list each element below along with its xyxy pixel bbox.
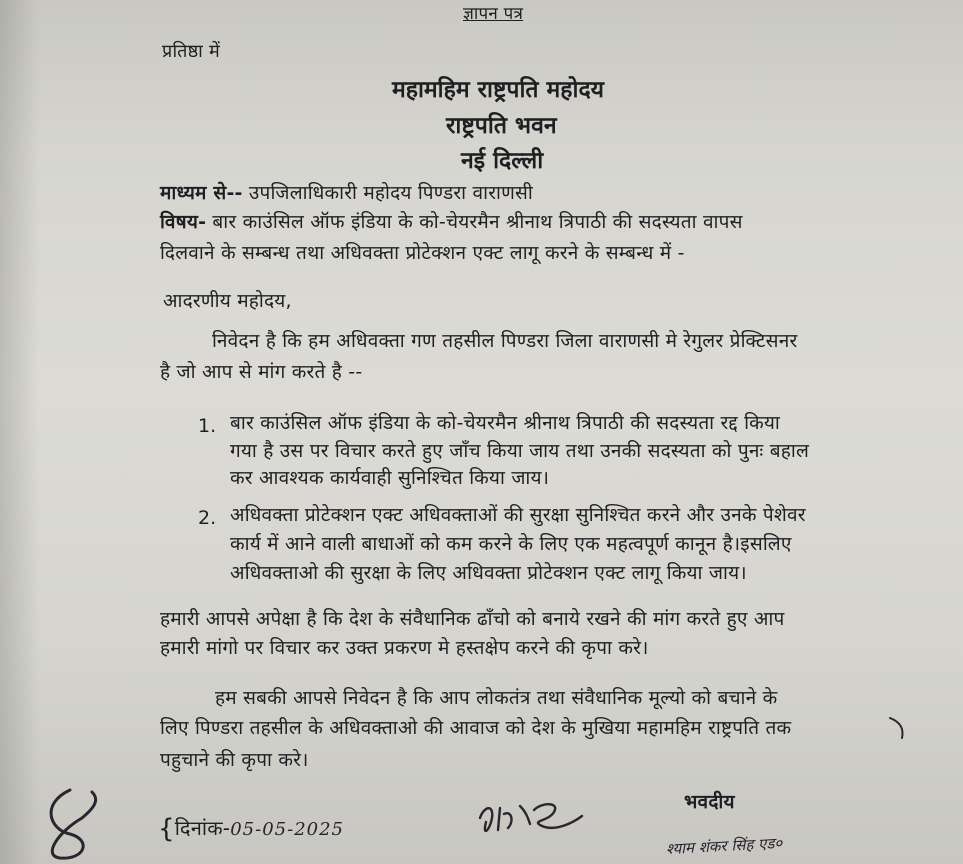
margin-mark	[886, 712, 926, 742]
point-2-line-1: अधिवक्ता प्रोटेक्शन एक्ट अधिवक्ताओं की सुरक्षा सुनिश्चित करने और उनके पेशेवर	[230, 504, 806, 526]
through-line	[160, 181, 533, 205]
paragraph-2-line-2: लिए पिण्डरा तहसील के अधिवक्ताओ की आवाज को देश के मुखिया महामहिम राष्ट्रपति तक	[160, 717, 792, 739]
point-2-number: 2.	[198, 507, 217, 529]
paragraph-2-line-3: पहुचाने की कृपा करे।	[160, 749, 309, 771]
point-1-line-1: बार काउंसिल ऑफ इंडिया के को-चेयरमैन श्रीनाथ त्रिपाठी की सदस्यता रद्द किया	[230, 412, 781, 434]
date-value: 05-05-2025	[230, 819, 344, 840]
point-1-number: 1.	[198, 415, 217, 437]
subject-line-2: दिलवाने के सम्बन्ध तथा अधिवक्ता प्रोटेक्शन एक्ट लागू करने के सम्बन्ध में -	[160, 242, 685, 264]
point-2-line-3: अधिवक्ताओ की सुरक्षा के लिए अधिवक्ता प्रोटेक्शन एक्ट लागू किया जाय।	[230, 562, 747, 584]
date-label: दिनांक-	[174, 816, 231, 840]
paragraph-1-line-1: हमारी आपसे अपेक्षा है कि देश के संवैधानिक ढाँचो को बनाये रखने की मांग करते हुए आप	[160, 608, 785, 630]
intro-line-1: निवेदन है कि हम अधिवक्ता गण तहसील पिण्डरा जिला वाराणसी मे रेगुलर प्रेक्टिसनर	[212, 330, 798, 352]
intro-line-2: है जो आप से मांग करते है --	[160, 361, 363, 383]
left-margin-signature	[30, 782, 120, 862]
through-label: माध्यम से--	[160, 182, 243, 204]
addressee-line-3: नई दिल्ली	[461, 148, 544, 174]
date-line: {दिनांक-05-05-2025	[158, 814, 344, 844]
point-1-line-3: कर आवश्यक कार्यवाही सुनिश्चित किया जाय।	[230, 467, 550, 489]
signature-name: श्याम शंकर सिंह एड०	[665, 833, 783, 859]
point-2-line-2: कार्य में आने वाली बाधाओं को कम करने के लिए एक महत्वपूर्ण कानून है।इसलिए	[230, 533, 792, 555]
subject-text-1: बार काउंसिल ऑफ इंडिया के को-चेयरमैन श्रीनाथ त्रिपाठी की सदस्यता वापस	[206, 211, 743, 233]
greeting: आदरणीय महोदय,	[163, 290, 292, 312]
paragraph-2-line-1: हम सबकी आपसे निवेदन है कि आप लोकतंत्र तथा संवैधानिक मूल्यो को बचाने के	[215, 687, 778, 709]
page-shadow	[0, 0, 40, 864]
through-text: उपजिलाधिकारी महोदय पिण्डरा वाराणसी	[242, 182, 533, 204]
subject-line-1	[160, 210, 743, 234]
addressee-line-2: राष्ट्रपति भवन	[446, 113, 557, 139]
subject-label: विषय-	[160, 211, 207, 233]
salutation-prefix: प्रतिष्ठा में	[162, 41, 220, 62]
paragraph-1-line-2: हमारी मांगो पर विचार कर उक्त प्रकरण मे हस्तक्षेप करने की कृपा करे।	[160, 637, 649, 659]
closing: भवदीय	[684, 791, 735, 813]
point-1-line-2: गया है उस पर विचार करते हुए जाँच किया जाय तथा उनकी सदस्यता को पुनः बहाल	[230, 440, 810, 462]
addressee-line-1: महामहिम राष्ट्रपति महोदय	[392, 77, 605, 103]
document-title: ज्ञापन पत्र	[463, 4, 524, 24]
middle-signature	[470, 788, 590, 848]
